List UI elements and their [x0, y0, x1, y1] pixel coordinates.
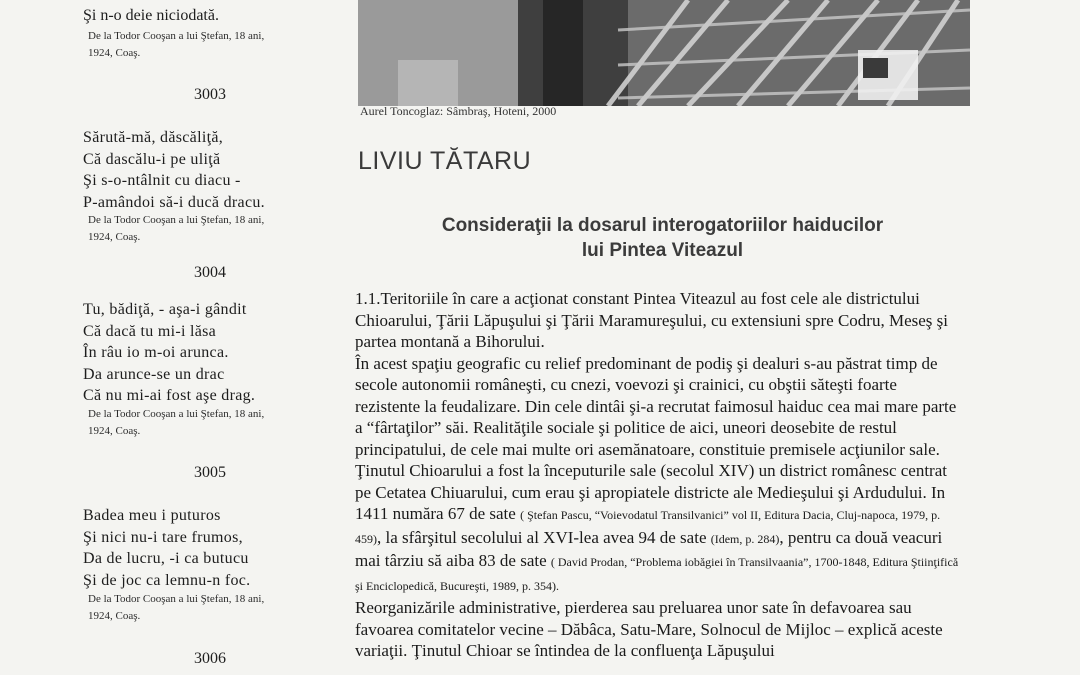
paragraph-text: În acest spaţiu geografic cu relief predominant de podiş şi dealuri s-au păstrat timp de secole autonomii româneşti, cu cnezi, voevozi şi crainici, cu obştii săteşti foarte rezistente la feudalizare. Din cele dintâi şi-a recrutat faimosul haiduc cea mai mare parte a “fârtaţilor” săi. Realităţile sociale şi politice de aici, uneori deosebite de restul principatului, de cele mai multe ori asemănatoare, constituie premisele acţiunilor sale. Ţinutul Chioarului a fost la începuturile sale (secolul XIV) un district românesc centrat pe Cetatea Chiuarului, cum erau şi apropiatele districte ale Medieşului şi Ardudului. In 1411 număra 67 de sate — [355, 353, 957, 523]
poem-verse — [83, 299, 255, 407]
photo-caption: Aurel Toncoglaz: Sâmbraş, Hoteni, 2000 — [360, 104, 557, 118]
verse-line: Tu, bădiţă, - aşa-i gândit — [83, 301, 247, 318]
source-line: 1924, Coaş. — [88, 610, 141, 622]
photo — [358, 0, 970, 106]
poem-source — [88, 406, 328, 440]
author-name: LIVIU TĂTARU — [358, 147, 532, 175]
article-title — [380, 213, 945, 263]
paragraph — [355, 353, 960, 598]
paragraph: Reorganizările administrative, pierderea sau preluarea unor sate în defavoarea sau favoarea comitatelor vecine – Dăbâca, Satu-Mare, Solnocul de Mijloc – explică aceste variaţii. Ţinutul Chioar se întindea de la confluenţa Lăpuşului — [355, 598, 943, 660]
paragraph-text: , pentru ca două veacuri mai târziu să aiba 83 de sate — [355, 527, 943, 570]
article-body — [355, 288, 960, 662]
source-line: 1924, Coaş. — [88, 47, 141, 59]
citation: (Idem, p. 284) — [710, 531, 780, 546]
poem-verse — [83, 127, 265, 213]
photo-illustration — [358, 0, 970, 106]
poem-source — [88, 591, 328, 625]
left-column — [0, 0, 340, 675]
verse-line: Sărută-mă, dăscăliţă, — [83, 129, 224, 146]
paragraph: 1.1.Teritoriile în care a acţionat constant Pintea Viteazul au fost cele ale districtului Chioarului, Ţării Lăpuşului şi Ţării Maramureşului, cu extensiuni spre Codru, Meseş şi partea montană a Bihorului. — [355, 289, 948, 351]
poem-number: 3006 — [194, 650, 226, 667]
verse-line: P-amândoi să-i ducă dracu. — [83, 193, 265, 211]
source-line: De la Todor Cooşan a lui Ştefan, 18 ani, — [88, 593, 265, 605]
verse-line: Că dacă tu mi-i lăsa — [83, 322, 217, 340]
verse-line: Şi nici nu-i tare frumos, — [83, 528, 243, 546]
title-line: Consideraţii la dosarul interogatoriilor haiducilor — [441, 215, 884, 236]
verse-line: Şi s-o-ntâlnit cu diacu - — [83, 172, 241, 189]
source-line: 1924, Coaş. — [88, 425, 141, 437]
verse-line: Da de lucru, -i ca butucu — [83, 550, 249, 567]
poem-number: 3005 — [194, 464, 226, 481]
poem-source — [88, 28, 328, 62]
citation: ( David Prodan, “Problema iobăgiei în Transilvaania”, 1700-1848, Editura Ştiinţifică şi Enciclopedică, Bucureşti, 1989, p. 354). — [355, 555, 959, 593]
poem-number: 3003 — [194, 86, 226, 103]
source-line: De la Todor Cooşan a lui Ştefan, 18 ani, — [88, 30, 265, 42]
verse-line: Şi n-o deie niciodată. — [83, 7, 219, 24]
source-line: De la Todor Cooşan a lui Ştefan, 18 ani, — [88, 408, 265, 420]
verse-line: Şi de joc ca lemnu-n foc. — [83, 571, 251, 589]
citation: ( Ştefan Pascu, “Voievodatul Transilvanici” vol II, Editura Dacia, Cluj-napoca, 1979, p. 459) — [355, 508, 941, 546]
verse-line: Că dascălu-i pe uliţă — [83, 150, 221, 168]
paragraph-text: , la sfârşitul secolului al XVI-lea avea 94 de sate — [377, 527, 707, 547]
source-line: 1924, Coaş. — [88, 231, 141, 243]
poem-verse — [83, 505, 250, 591]
source-line: De la Todor Cooşan a lui Ştefan, 18 ani, — [88, 214, 265, 226]
verse-line: Că nu mi-ai fost aşe drag. — [83, 387, 256, 404]
poem-source — [88, 212, 328, 246]
title-line: lui Pintea Viteazul — [581, 240, 744, 261]
verse-line: În râu io m-oi arunca. — [83, 344, 229, 361]
verse-line: Da arunce-se un drac — [83, 365, 225, 383]
poem-number: 3004 — [194, 264, 226, 281]
verse-line: Badea meu i puturos — [83, 507, 221, 524]
